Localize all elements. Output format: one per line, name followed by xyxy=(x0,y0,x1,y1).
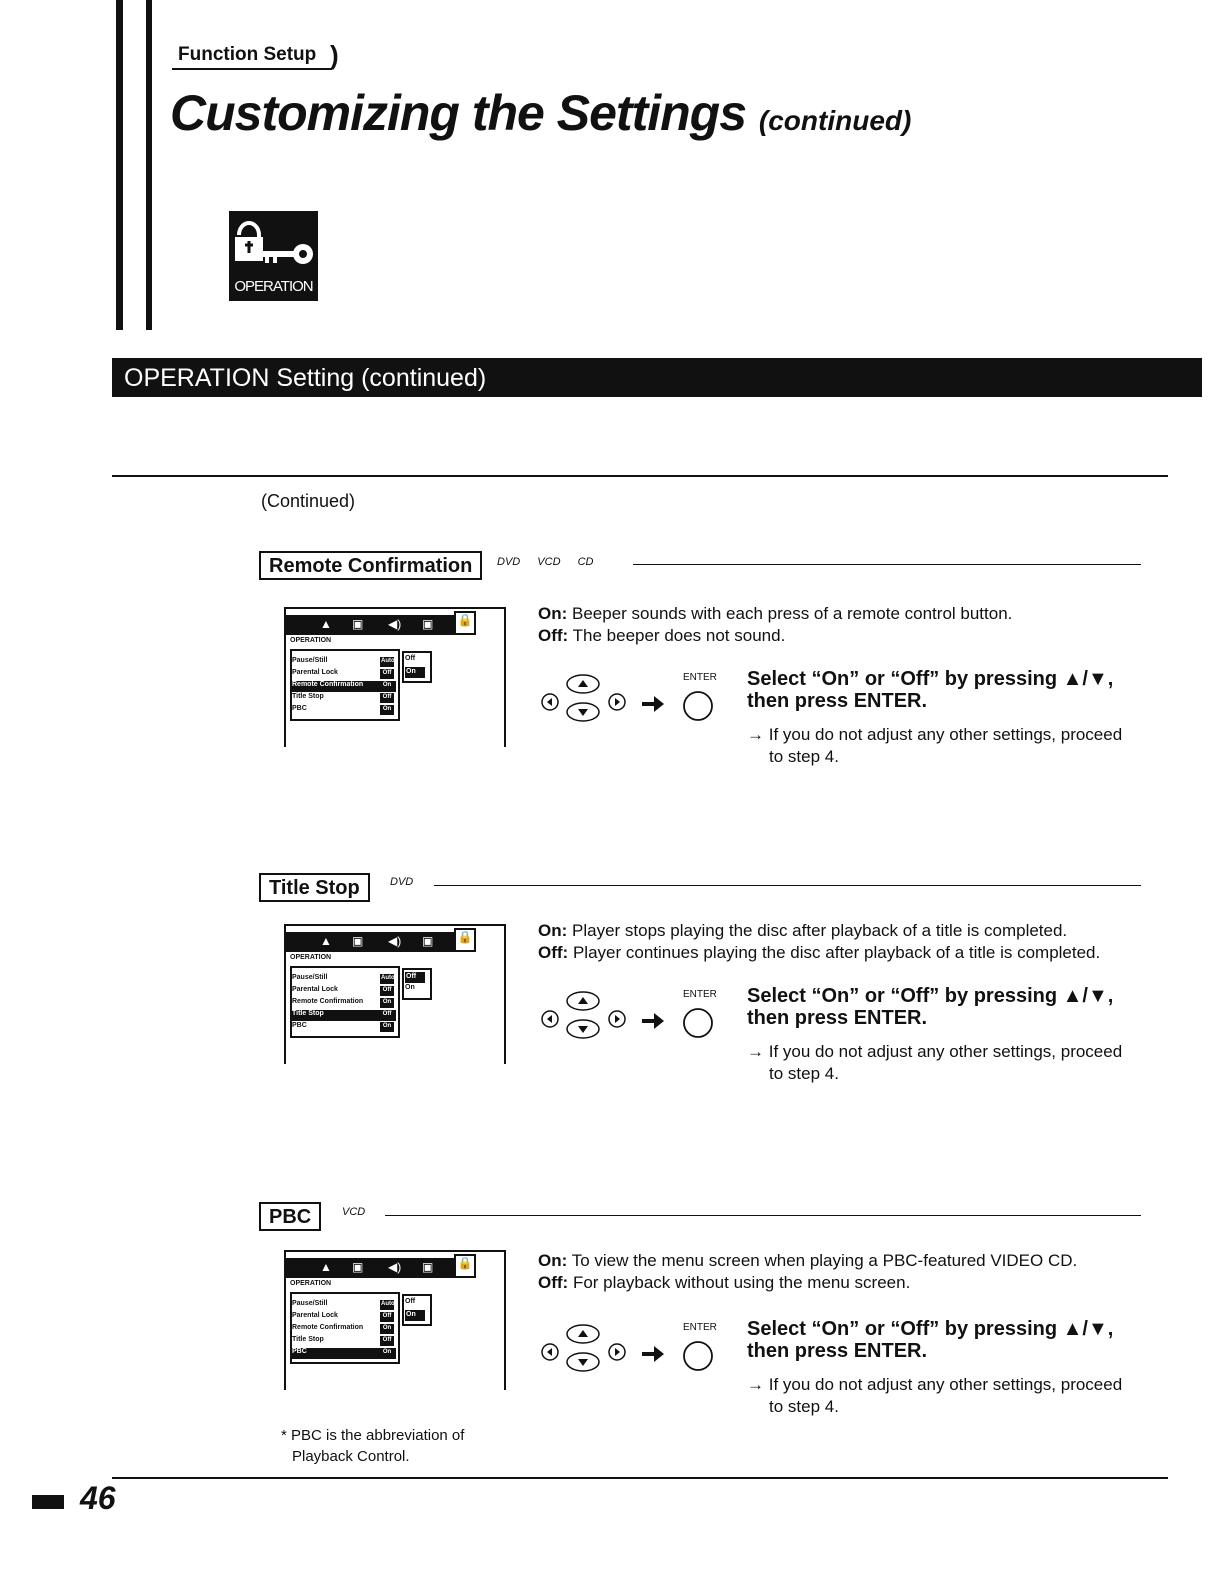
display-icon: ▣ xyxy=(352,1260,364,1274)
operation-lock-key-icon xyxy=(229,211,318,301)
menu-row: Parental Lock Off xyxy=(292,669,396,680)
lock-tab-icon: 🔒 xyxy=(454,1254,476,1278)
menu-topbar xyxy=(284,932,474,952)
cd-badge: CD xyxy=(577,556,594,568)
enter-label: ENTER xyxy=(683,1322,717,1333)
menu-row: Parental Lock Off xyxy=(292,1312,396,1323)
description-remote-confirmation: On: Beeper sounds with each press of a remote control button. Off: The beeper does not sound. xyxy=(538,604,1013,645)
continued-label: (Continued) xyxy=(261,491,356,511)
menu-row: Title Stop Off xyxy=(292,1336,396,1347)
top-rule xyxy=(112,475,1168,477)
vcd-badge: VCD xyxy=(537,556,561,568)
menu-row: Title Stop Off xyxy=(292,693,396,704)
option-off: Off xyxy=(405,655,416,662)
speaker-icon: ◀) xyxy=(388,1260,402,1274)
vcd-badge: VCD xyxy=(342,1206,366,1218)
note-title-stop: → If you do not adjust any other settings, proceed to step 4. xyxy=(747,1042,1123,1083)
dvd-badge: DVD xyxy=(390,876,414,888)
remote-buttons-pbc xyxy=(538,1318,728,1378)
note-remote-confirmation: → If you do not adjust any other settings, proceed to step 4. xyxy=(747,725,1123,766)
menu-screen-pbc xyxy=(284,1250,506,1390)
setting-rule xyxy=(633,564,1141,565)
screen-icon: ▣ xyxy=(422,617,434,631)
picture-icon: ▲ xyxy=(320,934,332,948)
picture-icon: ▲ xyxy=(320,1260,332,1274)
setting-title-title-stop: Title Stop xyxy=(259,873,370,902)
page-title xyxy=(170,84,911,142)
menu-row-selected: Title Stop Off xyxy=(292,1010,396,1021)
description-title-stop: On: Player stops playing the disc after playback of a title is completed. Off: Player continues playing the disc after playback of a title is completed. xyxy=(538,921,1101,962)
screen-icon: ▣ xyxy=(422,1260,434,1274)
menu-topbar xyxy=(284,1258,474,1278)
speaker-icon: ◀) xyxy=(388,617,402,631)
option-on: On xyxy=(405,667,425,678)
description-pbc: On: To view the menu screen when playing a PBC-featured VIDEO CD. Off: For playback without using the menu screen. xyxy=(538,1251,1078,1292)
option-on: On xyxy=(405,1310,425,1321)
pbc-footnote: * PBC is the abbreviation of Playback Control. xyxy=(281,1427,465,1465)
menu-header: OPERATION xyxy=(290,1280,332,1287)
enter-label: ENTER xyxy=(683,989,717,1000)
setting-rule xyxy=(385,1215,1141,1216)
menu-row: Remote Confirmation On xyxy=(292,998,396,1009)
setting-rule xyxy=(434,885,1141,886)
menu-row-selected: PBC On xyxy=(292,1348,396,1359)
menu-row: Remote Confirmation On xyxy=(292,1324,396,1335)
section-heading-bar: OPERATION Setting (continued) xyxy=(112,358,1202,397)
option-on: On xyxy=(405,984,415,991)
instruction-title-stop: Select “On” or “Off” by pressing ▲/▼, then press ENTER. xyxy=(747,985,1114,1029)
disc-badges-pbc xyxy=(342,1206,379,1218)
disc-badges-title-stop xyxy=(390,876,427,888)
menu-header: OPERATION xyxy=(290,637,332,644)
menu-row: PBC On xyxy=(292,705,396,716)
menu-row: Pause/Still Auto xyxy=(292,1300,396,1311)
page-title-main: Customizing the Settings xyxy=(170,85,746,141)
lock-tab-icon: 🔒 xyxy=(454,928,476,952)
instruction-pbc: Select “On” or “Off” by pressing ▲/▼, then press ENTER. xyxy=(747,1318,1114,1362)
screen-icon: ▣ xyxy=(422,934,434,948)
enter-label: ENTER xyxy=(683,672,717,683)
speaker-icon: ◀) xyxy=(388,934,402,948)
bottom-rule xyxy=(112,1477,1168,1479)
section-tag: Function Setup xyxy=(178,44,317,65)
display-icon: ▣ xyxy=(352,617,364,631)
section-tag-underline xyxy=(172,68,332,70)
menu-row: PBC On xyxy=(292,1022,396,1033)
lock-tab-icon: 🔒 xyxy=(454,611,476,635)
note-pbc: → If you do not adjust any other settings, proceed to step 4. xyxy=(747,1375,1123,1416)
menu-row-selected: Remote Confirmation On xyxy=(292,681,396,692)
menu-topbar xyxy=(284,615,474,635)
menu-row: Parental Lock Off xyxy=(292,986,396,997)
remote-buttons-remote-confirmation xyxy=(538,668,728,728)
page-title-suffix: (continued) xyxy=(758,105,912,136)
section-tag-bracket: ) xyxy=(330,40,339,70)
option-off: Off xyxy=(405,1298,416,1305)
menu-screen-title-stop xyxy=(284,924,506,1064)
remote-buttons-title-stop xyxy=(538,985,728,1045)
disc-badges-remote-confirmation xyxy=(497,556,607,568)
instruction-remote-confirmation: Select “On” or “Off” by pressing ▲/▼, then press ENTER. xyxy=(747,668,1114,712)
margin-bar-thick xyxy=(116,0,123,330)
setting-title-pbc: PBC xyxy=(259,1202,321,1231)
option-off: Off xyxy=(405,972,425,983)
operation-icon-label: OPERATION xyxy=(234,278,313,295)
menu-row: Pause/Still Auto xyxy=(292,974,396,985)
dvd-badge: DVD xyxy=(497,556,521,568)
menu-screen-remote-confirmation xyxy=(284,607,506,747)
margin-bar-thin xyxy=(146,0,152,330)
page-number-bar xyxy=(32,1495,64,1509)
setting-title-remote-confirmation: Remote Confirmation xyxy=(259,551,482,580)
menu-row: Pause/Still Auto xyxy=(292,657,396,668)
menu-header: OPERATION xyxy=(290,954,332,961)
picture-icon: ▲ xyxy=(320,617,332,631)
display-icon: ▣ xyxy=(352,934,364,948)
page-number: 46 xyxy=(80,1480,116,1516)
